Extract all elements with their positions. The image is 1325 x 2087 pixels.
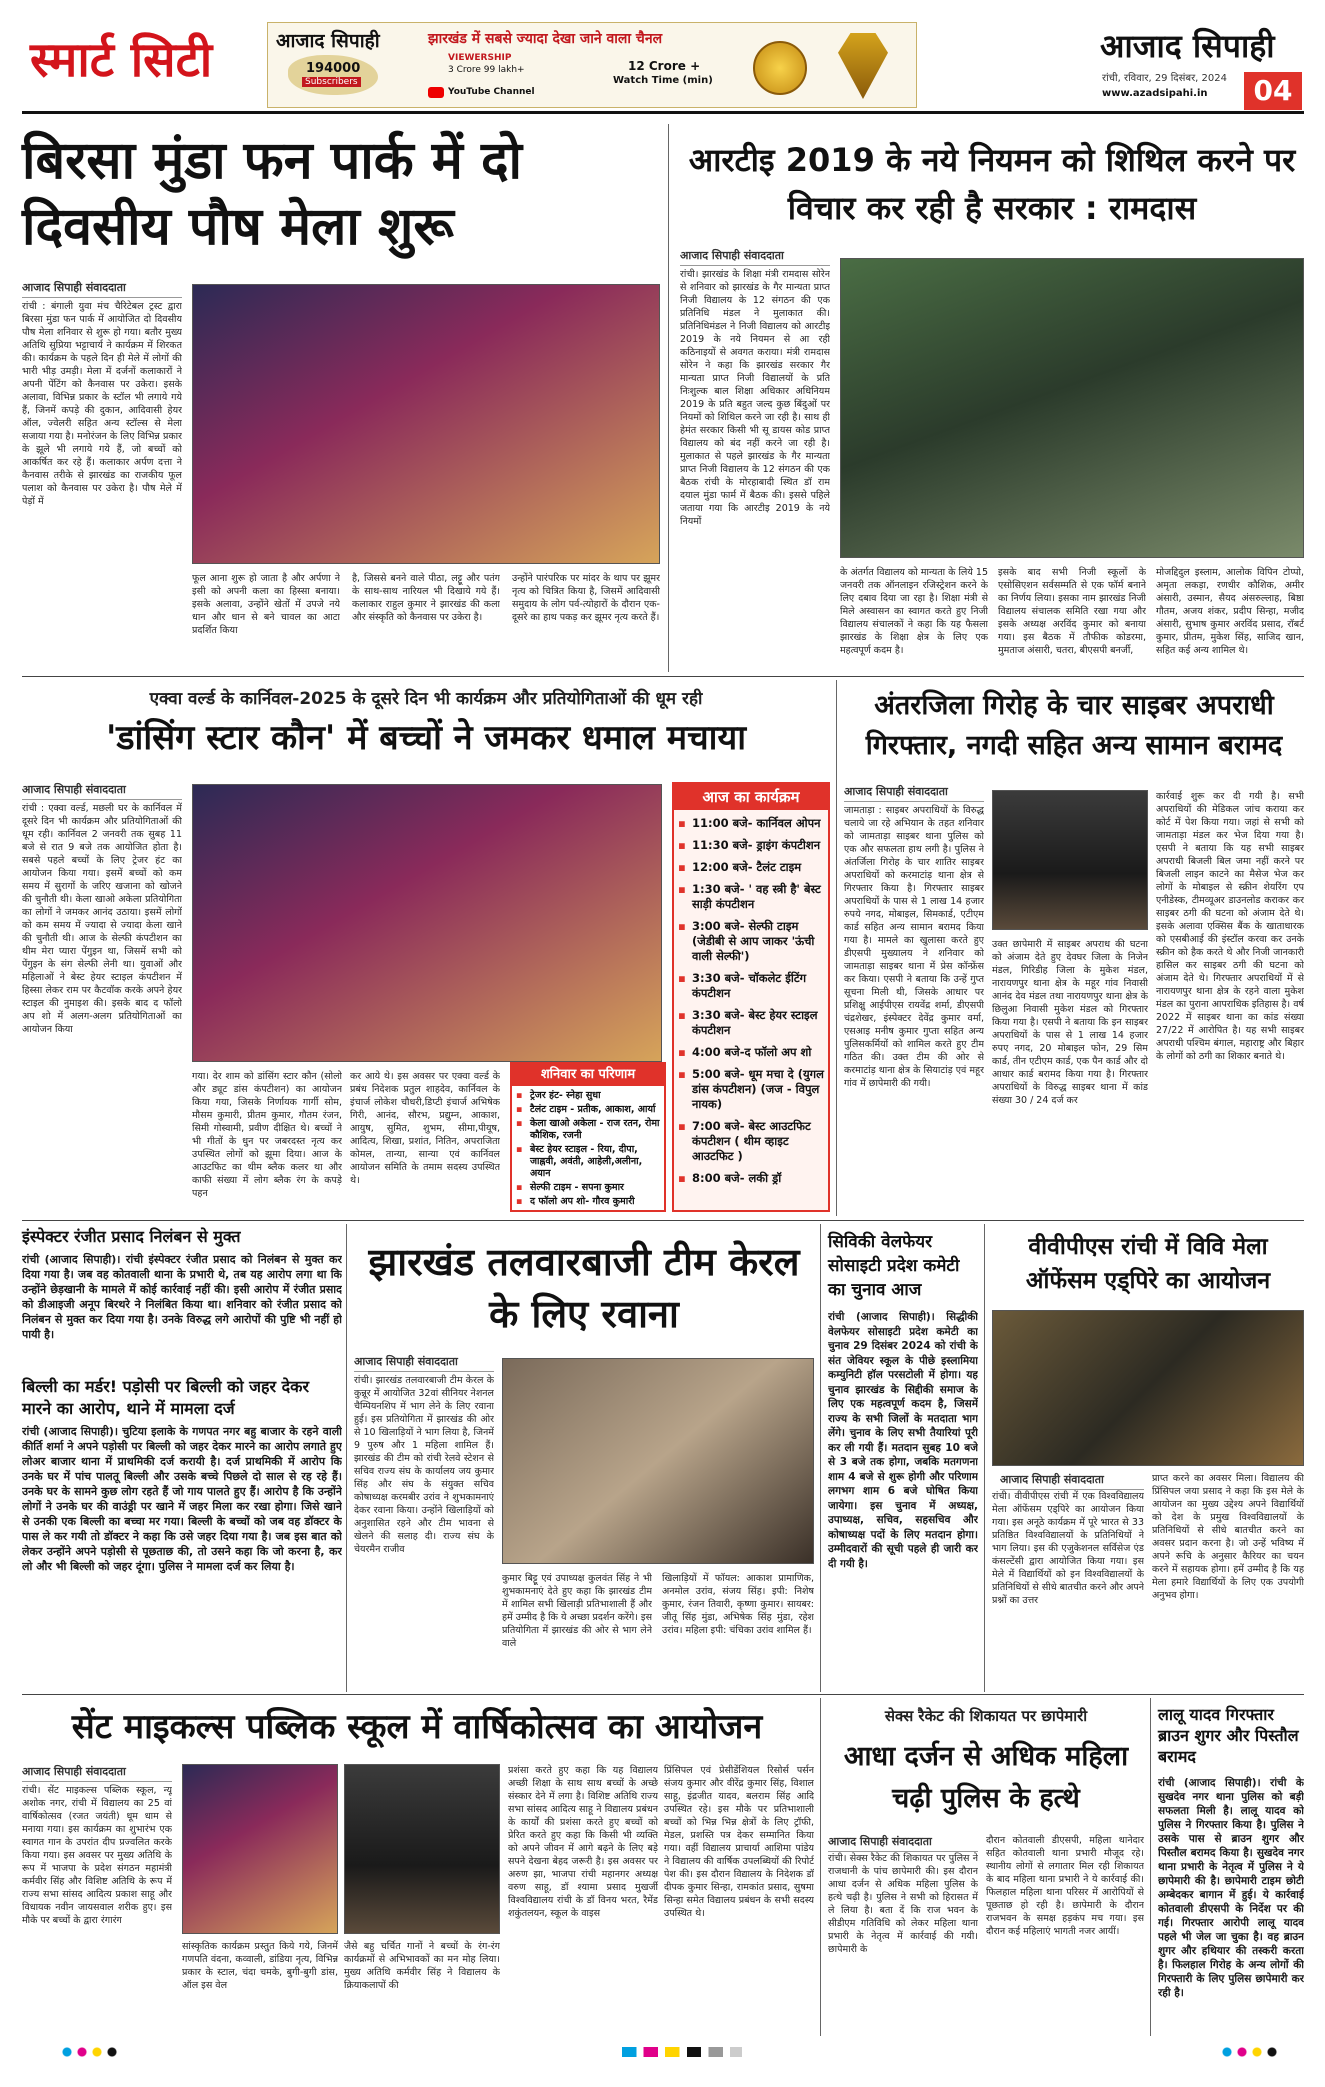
a10-photo-stage-left [182, 1764, 338, 1934]
a4-body-c1: उक्त छापेमारी में साइबर अपराध की घटना को अंजाम देते हुए देवघर जिला के निजेन मंडल, गिरिडीह जिला के मुकेश मंडल, नारायणपुर थाना क्षेत्र के महूर गांव निवासी आनंद देव मंडल तथा नारायणपुर थाना क्षेत्र के छिलुआ निवासी मुकेश मंडल को गिरफ्तार किया गया है। एसपी ने बताया कि इन साइबर अपराधियों के पास से 1 लाख 14 हजार रुपए नगद, 20 मोबाइल फोन, 29 सिम कार्ड, तीन एटीएम कार्ड, एक पैन कार्ड और दो आधार कार्ड बरामद किया गया है। गिरफ्तार अपराधियों के विरुद्ध साइबर थाना में कांड संख्या 30 / 24 दर्ज कर [992, 939, 1148, 1106]
rule-col-split-7 [1150, 1698, 1151, 2036]
a2-body-c3: मोजद्दिदुल इस्लाम, आलोक विपिन टोप्पो, अमृता लकड़ा, रणधीर कौशिक, अमीर अंसारी, उस्मान, सैयद अंसरुल्लाह, बिष्ठा गौतम, अजय शंकर, प्रदीप सिन्हा, मजीद अंसारी, सुभाष कुमार अरविंद प्रसाद, रॉबर्ट कुमार, प्रीतम, मुकेश सिंह, साजिद खान, सहित कई अन्य शामिल थे। [1156, 567, 1304, 656]
results-list [512, 1090, 664, 1210]
ad-watch-value: 12 Crore + [628, 59, 701, 73]
a2-headline: आरटीइ 2019 के नये नियमन को शिथिल करने पर विचार कर रही है सरकार : रामदास [688, 141, 1296, 227]
a4-body-left: जामताड़ा : साइबर अपराधियों के विरुद्ध चलाये जा रहे अभियान के तहत शनिवार को जामताड़ा साइबर थाना पुलिस को एक और सफलता हाथ लगी है। पुलिस ने अंतर्जिला गिरोह के चार शातिर साइबर अपराधियों को करमाटांड़ थाना क्षेत्र से गिरफ्तार किया है। गिरफ्तार साइबर अपराधियों के पास से 1 लाख 14 हजार रुपये नगद, मोबाइल, सिमकार्ड, एटीएम कार्ड सहित अन्य सामान बरामद किया गया है। मामले का खुलासा करते हुए डीएसपी मुख्यालय ने शनिवार को जामताड़ा साइबर थाना में प्रेस कॉन्फ्रेंस कर किया। एसपी ने बताया कि उन्हें गुप्त सूचना मिली थी, जिसके आधार पर प्रशिक्षु आईपीएस रायवेंद्र शर्मा, डीएसपी चंद्रशेखर, इंस्पेक्टर देवेंद्र कुमार वर्मा, एसआइ मनीष कुमार गुप्ता सहित अन्य पुलिसकर्मियों को शामिल करते हुए टीम गठित की। उक्त टीम की ओर से करमाटांड़ थाना क्षेत्र के सियाटांड़ एवं महूर गांव में छापेमारी की गयी। [844, 805, 984, 1089]
a1-headline: बिरसा मुंडा फन पार्क में दो दिवसीय पौष मेला शुरू [22, 131, 523, 257]
a5-headline: इंस्पेक्टर रंजीत प्रसाद निलंबन से मुक्त [22, 1227, 241, 1246]
ad-subscribers-label: Subscribers [302, 77, 361, 87]
ad-watch-label: Watch Time (min) [613, 75, 713, 86]
result-item: ▪ द फॉलो अप शो- गौरव कुमारी [512, 1196, 664, 1208]
a11-byline: आजाद सिपाही संवाददाता [828, 1834, 978, 1852]
result-item: ▪ टैलंट टाइम - प्रतीक, आकाश, आर्या [512, 1104, 664, 1116]
footer-color-bar [22, 2044, 1304, 2060]
a3-byline: आजाद सिपाही संवाददाता [22, 782, 182, 800]
a4-byline: आजाद सिपाही संवाददाता [844, 784, 984, 802]
a7-headline: झारखंड तलवारबाजी टीम केरल के लिए रवाना [368, 1240, 800, 1336]
rule-col-split-3 [346, 1224, 347, 1692]
a3-body-c1: गया। देर शाम को डांसिंग स्टार कौन (सोलो और ड्यूट डांस कंपटीशन) का आयोजन किया गया, जिसके निर्णायक गार्गी सोम, मौसम कुमारी, प्रीतम कुमार, गौतम रंजन, सिमी गोस्वामी, प्रवीण दीक्षित थे। बच्चों ने भी गीतों के धुन पर जबरदस्त नृत्य कर उपस्थित लोगों को झूमा दिया। आज के आउटफिट का थीम ब्लैक कलर था और काफी संख्या में लोग ब्लैक रंग के कपड़े पहन [192, 1071, 342, 1199]
a9-body-c1: प्राप्त करने का अवसर मिला। विद्यालय की प्रिंसिपल जया प्रसाद ने कहा कि इस मेले के आयोजन का मुख्य उद्देश्य अपने विद्यार्थियों को देश के प्रमुख विश्वविद्यालयों के प्रतिनिधियों से सीधे बातचीत करने का अवसर प्रदान करना है। जो उन्हें भविष्य में अपने रूचि के अनुसार कैरियर का चयन करने में सहायक होगा। हमें उम्मीद है कि यह मेला हमारे विद्यार्थियों के लिए एक उपयोगी अनुभव होगा। [1152, 1473, 1304, 1601]
a9-body-left: रांची। वीवीपीएस रांची में एक विश्वविद्यालय मेला ऑफेंसम एड्पिरे का आयोजन किया गया। इस अनूठे कार्यक्रम में पूरे भारत से 33 प्रतिष्ठित विश्वविद्यालयों के प्रतिनिधियों ने भाग लिया। इस की एजुकेशनल सर्विसेज एंड कंसल्टेंसी द्वारा आयोजित किया गया। इस मेले में विद्यार्थियों को इन विश्वविद्यालयों के प्रतिनिधियों से सीधे बातचीत करने और अपने प्रश्नों का उत्तर [992, 1491, 1144, 1606]
schedule-item: ▪ 11:30 बजे- ड्राइंग कंपटीशन [674, 838, 828, 853]
a6-headline: बिल्ली का मर्डर! पड़ोसी पर बिल्ली को जहर देकर मारने का आरोप, थाने में मामला दर्ज [22, 1377, 309, 1418]
result-item: ▪ ट्रेजर हंट- स्नेहा सुधा [512, 1090, 664, 1102]
a2-photo-meeting [840, 258, 1304, 558]
rule-col-split-6 [820, 1698, 821, 2036]
a9-photo-university-fair [992, 1310, 1304, 1466]
a7-body-c1: कुमार बिट्टू एवं उपाध्यक्ष कुलवंत सिंह ने भी शुभकामनाएं देते हुए कहा कि झारखंड टीम में शामिल सभी खिलाड़ी प्रतिभाशाली हैं और हमें उम्मीद है कि ये अच्छा प्रदर्शन करेंगे। इस प्रतियोगिता में झारखंड की ओर से भाग लेने वाले [502, 1573, 652, 1649]
a2-body-left: रांची। झारखंड के शिक्षा मंत्री रामदास सोरेन से शनिवार को झारखंड के गैर मान्यता प्राप्त निजी विद्यालय के 12 संगठन की एक प्रतिनिधि मंडल ने मुलाकात की। प्रतिनिधिमंडल ने निजी विद्यालय को आरटीइ 2019 के नये नियमन से आ रही कठिनाइयों से अवगत कराया। मंत्री रामदास सोरेन ने कहा कि झारखंड सरकार गैर मान्यता प्राप्त निजी विद्यालयों के प्रति निःशुल्क बाल शिक्षा अधिकार अधिनियम 2019 के प्रति बहुत जल्द कुछ बिंदुओं पर नियमों को शिथिल करने जा रही है। साथ ही हेमंत सरकार किसी भी सू डायस कोड प्राप्त विद्यालय को बंद नहीं करने जा रही है। मुलाकात से पहले झारखंड के गैर मान्यता प्राप्त निजी विद्यालय के 12 संगठन की एक बैठक रांची के मोरहाबादी स्थित डॉ राम दयाल मुंडा फार्म में बैठक की। इससे पहिले जताया गया कि आरटीइ 2019 के नये नियमों [680, 269, 830, 527]
rule-col-split-2 [836, 680, 837, 1216]
rule-row-1 [22, 676, 1304, 677]
registration-dots-right [1222, 2047, 1292, 2057]
schedule-item: ▪ 3:30 बजे- चॉकलेट ईटिंग कंपटीशन [674, 971, 828, 1001]
today-schedule-box [672, 782, 830, 1212]
a2-body-c2: इसके बाद सभी निजी स्कूलों के एसोसिएशन सर्वसम्मति से एक फॉर्म बनाने का निर्णय लिया। इसका नाम झारखंड निजी विद्यालय संचालक समिति रखा गया और इसके अध्यक्ष अरविंद कुमार को बनाया गया। इस बैठक में तौफीक कोडरमा, मुमताज अंसारी, चतरा, बीएसपी बनर्जी, [998, 567, 1146, 656]
a11-body-left: रांची। सेक्स रैकेट की शिकायत पर पुलिस ने राजधानी के पांच छापेमारी की। इस दौरान आधा दर्जन से अधिक महिला पुलिस के हत्थे चढ़ी है। पुलिस ने सभी को हिरासत में ले लिया है। बता दें कि राज भवन के सीडीएम गतिविधि को लेकर महिला थाना प्रभारी के नेतृत्व में कार्रवाई की गयी। छापेमारी के [828, 1853, 978, 1955]
a10-body-left: रांची। सेंट माइकल्स पब्लिक स्कूल, न्यू अशोक नगर, रांची में विद्यालय का 25 वां वार्षिकोत्सव (रजत जयंती) धूम धाम से मनाया गया। इस कार्यक्रम का शुभारंभ एक स्वागत गान के उपरांत दीप प्रज्वलित करके किया गया। इस अवसर पर मुख्य अतिथि के रूप में भाजपा के प्रदेश संगठन महामंत्री कर्मवीर सिंह और विशिष्ट अतिथि के रूप में राज्य सभा सांसद आदित्य प्रकाश साहू और विधायक नवीन जायसवाल शरीक हुए। इस मौके पर बच्चों के द्वारा रंगारंग [22, 1785, 172, 1926]
ad-viewership-label: VIEWERSHIP [448, 53, 512, 63]
ad-subscribers: 194000 [306, 61, 361, 76]
a1-photo-fair-stage [192, 284, 660, 564]
results-title: शनिवार का परिणाम [512, 1064, 664, 1086]
a1-body-c1: फूल आना शुरू हो जाता है और अर्पणा ने इसी को अपनी कला का हिस्सा बनाया। इसके अलावा, उन्होंने खेतों में उपजे नये धान और धान से बने चावल का आटा प्रदर्शित किया [192, 573, 340, 636]
section-title: स्मार्ट सिटी [30, 32, 213, 88]
result-item: ▪ केला खाओ अकेला - राज रतन, रोमा कौशिक, रजनी [512, 1118, 664, 1142]
rule-row-3 [22, 1694, 1304, 1695]
schedule-item: ▪ 8:00 बजे- लकी ड्रॉ [674, 1171, 828, 1186]
rule-col-split-4 [820, 1224, 821, 1692]
schedule-item: ▪ 3:30 बजे- बेस्ट हेयर स्टाइल कंपटीशन [674, 1008, 828, 1038]
schedule-item: ▪ 5:00 बजे- धूम मचा दे (युगल डांस कंपटीशन) (जज - विपुल नायक) [674, 1067, 828, 1112]
a4-body-c2: कार्रवाई शुरू कर दी गयी है। सभी अपराधियों की मेडिकल जांच कराया कर कोर्ट में पेश किया गया। जहां से सभी को जामताड़ा मंडल कर भेज दिया गया है। एसपी ने बताया कि यह सभी साइबर अपराधी बिजली बिल जमा नहीं करने पर बिजली लाइन काटने का मैसेज भेज कर लोगों के मोबाइल से स्क्रीन शेयरिंग एप एनीडेस्क, टीमव्यूअर डाउनलोड कराकर कर साइबर ठगी की घटना को अंजाम देते थे। इसके अलावा एक्सिस बैंक के खाताधारक को एसबीआई की इंस्टॉल करवा कर उनके स्क्रीन को हैक करते थे और निजी जानकारी हासिल कर साइबर ठगी की घटना को अंजाम देते थे। गिरफ्तार अपराधियों में से नारायणपुर थाना क्षेत्र के रहने वाला मुकेश मंडल का पुराना आपराधिक इतिहास है। वर्ष 2022 में साइबर थाना का कांड संख्या 27/22 में आरोपित है। यह सभी साइबर अपराधी पश्चिम बंगाल, महाराष्ट्र और बिहार के लोगों को ठगी का शिकार बनाते थे। [1156, 791, 1304, 1062]
a2-byline: आजाद सिपाही संवाददाता [680, 248, 830, 266]
a10-body-c1: सांस्कृतिक कार्यक्रम प्रस्तुत किये गये, जिनमें गणपति वंदना, कव्वाली, डांडिया नृत्य, विभिन्न प्रकार के स्टाल, चंदा चमके, बुगी-बुगी डांस, ऑल इस वेल [182, 1941, 338, 1991]
a10-body-c2: जैसे बहु चर्चित गानों ने बच्चों के रंग-रंग कार्यक्रमों से अभिभावकों का मन मोह लिया। मुख्य अतिथि कर्मवीर सिंह ने विद्यालय के क्रियाकलापों की [344, 1941, 500, 1991]
a1-body-left: रांची : बंगाली युवा मंच चैरिटेबल ट्रस्ट द्वारा बिरसा मुंडा फन पार्क में आयोजित दो दिवसीय पौष मेला शनिवार से शुरू हो गया। बतौर मुख्य अतिथि सुप्रिया भट्टाचार्य ने कार्यक्रम में शिरकत की। कार्यक्रम के पहले दिन ही मेले में लोगों की भारी भीड़ उमड़ी। मेला में दर्जनों कलाकारों ने अपनी पेंटिंग को कैनवास पर उकेरा। इसके अलावा, विभिन्न प्रकार के स्टॉल भी लगाये गये हैं, जिनमें कपड़े की दुकान, आदिवासी हेयर ऑल, ज्वेलरी सहित अन्य स्टॉल्स से मेला सजाया गया है। मनोरंजन के लिए विभिन्न प्रकार के झूले भी लगाये गये हैं, जो बच्चों को आकर्षित कर रहे हैं। कलाकार अर्पण दत्ता ने कैनवास तरीके से झारखंड का राजकीय फूल पलाश को कैनवास पर उकेरा है। पौष मेले में पेड़ों में [22, 301, 182, 507]
a2-body-c1: के अंतर्गत विद्यालय को मान्यता के लिये 15 जनवरी तक ऑनलाइन रजिस्ट्रेशन करने के लिए दबाव दिया जा रहा है। शिक्षा मंत्री से मिले अस्वासन का स्वागत करते हुए निजी विद्यालय संचालकों ने कहा कि यह फैसला झारखंड के शिक्षा क्षेत्र के लिए एक महत्वपूर्ण कदम है। [840, 567, 988, 656]
rule-row-2 [22, 1220, 1304, 1221]
a10-body-c4: प्रिंसिपल एवं प्रेसीडेंशियल रिसोर्स पर्सन संजय कुमार और वीरेंद्र कुमार सिंह, विशाल साहू, इंद्रजीत यादव, बलराम सिंह आदि उपस्थित रहे। इस मौके पर प्रतिभाशाली बच्चों को भिन्न भिन्न क्षेत्रों के लिए ट्रॉफी, मेडल, प्रशस्ति पत्र देकर सम्मानित किया गया। वहीं विद्यालय प्राचार्या आशिमा पांडेय ने विद्यालय की वार्षिक उपलब्धियों की रिपोर्ट पेश की। इस दौरान विद्यालय के निदेशक डॉ दीपक कुमार सिन्हा, रामकांत प्रसाद, सुषमा सिन्हा समेत विद्यालय प्रबंधन के सभी सदस्य उपस्थित थे। [664, 1765, 814, 1919]
youtube-icon [428, 87, 444, 98]
a10-photo-guests [344, 1764, 500, 1934]
ad-tagline: झारखंड में सबसे ज्यादा देखा जाने वाला चैनल [428, 31, 663, 47]
a9-headline: वीवीपीएस रांची में विवि मेला ऑफेंसम एड्पिरे का आयोजन [1025, 1234, 1271, 1294]
page-number: 04 [1244, 72, 1302, 110]
a11-kicker: सेक्स रैकेट की शिकायत पर छापेमारी [884, 1707, 1088, 1725]
a7-byline: आजाद सिपाही संवाददाता [354, 1354, 494, 1372]
masthead [22, 14, 1304, 114]
a7-body-c2: खिलाड़ियों में फॉयल: आकाश प्रामाणिक, अनमोल उरांव, संजय सिंह। इपी: निशेष कुमार, रंजन तिवारी, कृष्णा कुमार। सायबर: जीतू सिंह मुंडा, अभिषेक सिंह मुंडा, रहेश उरांव। महिला इपी: चंचिका उरांव शामिल हैं। [662, 1573, 814, 1636]
a4-headline: अंतरजिला गिरोह के चार साइबर अपराधी गिरफ्तार, नगदी सहित अन्य सामान बरामद [865, 690, 1283, 761]
schedule-item: ▪ 1:30 बजे- ' वह स्त्री है' बेस्ट साड़ी कंपटीशन [674, 882, 828, 912]
a6-body: रांची (आजाद सिपाही)। चुटिया इलाके के गणपत नगर बहु बाजार के रहने वाली कीर्ति शर्मा ने अपने पड़ोसी पर बिल्ली को जहर देकर मारने का आरोप लगाते हुए लोअर बाजार थाना में प्राथमिकी दर्ज करायी है। दर्ज प्राथमिकी में आरोप कि उनके घर में पांच पालतू बिल्ली और उसके बच्चे पिछले दो साल से रह रहे हैं। उनके घर के सामने कुछ लोग रहते हैं जो गाय पालते हुए हैं। आरोप है कि उन्होंने लोगों ने उनके घर की वाउंड्री पर खाने में जहर मिला कर रखा होगा। जिसे खाने से उनकी एक बिल्ली का बच्चा मर गया। बिल्ली के बच्चों को जब वह डॉक्टर के पास ले कर गयी तो डॉक्टर ने कहा कि उसे जहर दिया गया है। जब इस बात को लेकर उन्होंने अपने पड़ोसी से पूछताछ की, तो उसने कहा कि जो करना है, कर लो और भी बिल्ली को जहर दूंगा। पुलिस ने मामला दर्ज कर लिया है। [22, 1425, 342, 1573]
schedule-item: ▪ 11:00 बजे- कार्निवल ओपन [674, 816, 828, 831]
a3-kicker: एक्वा वर्ल्ड के कार्निवल-2025 के दूसरे दिन भी कार्यक्रम और प्रतियोगिताओं की धूम रही [149, 689, 703, 709]
rule-col-split-1 [668, 124, 669, 672]
result-item: ▪ बेस्ट हेयर स्टाइल - रिया, दीपा, जाह्नवी, अवंती, आहेली,अलीना, अयान [512, 1144, 664, 1180]
a5-body: रांची (आजाद सिपाही)। रांची इंस्पेक्टर रंजीत प्रसाद को निलंबन से मुक्त कर दिया गया है। जब वह कोतवाली थाना के प्रभारी थे, तब यह आरोप लगा था कि उन्होंने छेड़खानी के मामले में कोई कार्रवाई नहीं की। इसी आरोप में रंजीत प्रसाद को डीआइजी अनूप बिरथरे ने निलंबित किया था। शनिवार को रंजीत प्रसाद को निलंबन से मुक्त कर दिया गया है। उनके विरुद्ध लगे आरोपों की पुष्टि भी नहीं हो पायी है। [22, 1253, 342, 1341]
a10-headline: सेंट माइकल्स पब्लिक स्कूल में वार्षिकोत्सव का आयोजन [71, 1707, 763, 1747]
a4-photo-arrested [992, 790, 1148, 930]
a1-body-c3: उन्होंने पारंपरिक पर मांदर के थाप पर झूमर नृत्य को चित्रित किया है, जिसमें आदिवासी समुदाय के लोग पर्व-त्योहारों के दौरान एक-दूसरे का हाथ पकड़ कर झूमर नृत्य करते हैं। [512, 573, 660, 623]
paper-name: आजाद सिपाही [1100, 27, 1275, 65]
ad-brand: आजाद सिपाही [276, 30, 380, 52]
schedule-item: ▪ 3:00 बजे- सेल्फी टाइम (जेडीबी से आप जाकर 'ऊंची वाली सेल्फी') [674, 919, 828, 964]
ad-viewership-value: 3 Crore 99 lakh+ [448, 65, 525, 75]
a1-byline: आजाद सिपाही संवाददाता [22, 280, 182, 298]
rule-col-split-5 [984, 1224, 985, 1692]
dateline: रांची, रविवार, 29 दिसंबर, 2024 [1102, 73, 1227, 84]
results-box [510, 1062, 666, 1212]
schedule-item: ▪ 12:00 बजे- टैलंट टाइम [674, 860, 828, 875]
ad-channel: YouTube Channel [448, 87, 535, 97]
schedule-item: ▪ 7:00 बजे- बेस्ट आउटफिट कंपटीशन ( थीम व्हाइट आउटफिट ) [674, 1119, 828, 1164]
a11-body-c1: दौरान कोतवाली डीएसपी, महिला थानेदार सहित कोतवाली थाना प्रभारी मौजूद रहे। स्थानीय लोगों से लगातार मिल रही शिकायत के बाद महिला थाना प्रभारी ने ये कार्रवाई की। फिलहाल महिला थाना परिसर में आरोपियों से पूछताछ हो रही है। छापेमारी के दौरान राजभवन के समक्ष हड़कंप मच गया। इस दौरान कई महिलाएं भागती नजर आयीं। [986, 1835, 1144, 1937]
a8-body: रांची (आजाद सिपाही)। सिद्धीकी वेलफेयर सोसाइटी प्रदेश कमेटी का चुनाव 29 दिसंबर 2024 को रांची के संत जेवियर स्कूल के पीछे इस्लामिया कम्युनिटी हॉल परसटोली में होगा। यह चुनाव झारखंड के सिद्दीकी समाज के लिए एक महत्वपूर्ण कदम है, जिसमें राज्य के सभी जिलों के मतदाता भाग लेंगे। चुनाव के लिए सभी तैयारियां पूरी कर ली गयी हैं। मतदान सुबह 10 बजे से 3 बजे तक होगा, जबकि मतगणना शाम 4 बजे से शुरू होगी और परिणाम लगभग शाम 6 बजे घोषित किया जायेगा। इस चुनाव में अध्यक्ष, उपाध्यक्ष, सचिव, सहसचिव और कोषाध्यक्ष पदों के लिए मतदान होगा। उम्मीदवारों की सूची पहले ही जारी कर दी गयी है। [828, 1311, 978, 1570]
a9-byline: आजाद सिपाही संवाददाता [1000, 1472, 1144, 1490]
a7-photo-team [502, 1358, 814, 1564]
today-schedule-title: आज का कार्यक्रम [674, 784, 828, 810]
a12-body: रांची (आजाद सिपाही)। रांची के सुखदेव नगर थाना पुलिस को बड़ी सफलता मिली है। लालू यादव को पुलिस ने गिरफ्तार किया है। पुलिस ने उसके पास से ब्राउन शुगर और पिस्तौल बरामद किया है। सुखदेव नगर थाना प्रभारी के नेतृत्व में पुलिस ने ये छापेमारी की है। छापेमारी टाइम छोटी अम्बेदकर बागान में हुई। ये कार्रवाई कोतवाली डीएसपी के निर्देश पर की गई। गिरफ्तार आरोपी लालू यादव पहले भी जेल जा चुका है। वह ब्राउन शुगर और हथियार की तस्करी करता है। फिलहाल गिरोह के अन्य लोगों की गिरफ्तारी के लिए पुलिस छापेमारी कर रही है। [1158, 1777, 1304, 1999]
jharkhand-map-shape [288, 55, 378, 95]
a10-body-c3: प्रशंसा करते हुए कहा कि यह विद्यालय अच्छी शिक्षा के साथ साथ बच्चों के अच्छे संस्कार देने में लगा है। विशिष्ट अतिथि राज्य सभा सांसद आदित्य साहू ने विद्यालय प्रबंधन के कार्यों की प्रशंसा करते हुए बच्चों को प्रेरित करते हुए कहा कि किसी भी व्यक्ति को अपने जीवन में आगे बढ़ने के लिए बड़े सपने देखना बेहद जरूरी है। इस अवसर पर अरुण झा, भाजपा रांची महानगर अध्यक्ष वरुण साहू, डॉ श्यामा प्रसाद मुखर्जी विश्वविद्यालय रांची के डॉ विनय भरत, रैमेंड शकुंतलयन, स्कूल के वाइस [508, 1765, 658, 1919]
a11-headline: आधा दर्जन से अधिक महिला चढ़ी पुलिस के हत्थे [843, 1741, 1129, 1814]
result-item: ▪ सेल्फी टाइम - सपना कुमार [512, 1182, 664, 1194]
a10-byline: आजाद सिपाही संवाददाता [22, 1764, 172, 1782]
website: www.azadsipahi.in [1102, 88, 1208, 99]
registration-dots-left [62, 2047, 142, 2057]
a1-body-c2: है, जिससे बनने वाले पीठा, लट्टू और पतंग के साथ-साथ नारियल भी दिखाये गये हैं। कलाकार राहुल कुमार ने झारखंड की कला और संस्कृति को कैनवास पर उकेरा है। [352, 573, 500, 623]
pen-nib-icon [838, 33, 888, 99]
a3-photo-children-group [192, 784, 662, 1062]
a3-body-c2: कर आये थे। इस अवसर पर एक्वा वर्ल्ड के प्रबंध निदेशक प्रतुल शाहदेव, कार्निवल के इंचार्ज लोकेश चौधरी,डिप्टी इंचार्ज अभिषेक गिरी, आनंद, सौरभ, प्रद्युम्न, आकाश, आयुष, सुमित, शुभम, सीमा,पीयूष, आदित्य, शिखा, प्रशांत, नितिन, अपराजिता कोमल, तान्या, सान्या एवं कार्निवल आयोजन समिति के तमाम सदस्य उपस्थित थे। [350, 1071, 500, 1186]
a7-body-left: रांची। झारखंड तलवारबाजी टीम केरल के कुन्नूर में आयोजित 32वां सीनियर नेशनल चैम्पियनशिप में भाग लेने के लिए रवाना हुई। इस प्रतियोगिता में झारखंड की ओर से 10 खिलाड़ियों ने भाग लिया है, जिनमें 9 पुरुष और 1 महिला शामिल हैं। झारखंड की टीम को रांची रेलवे स्टेशन से सचिव राज्य संघ के कार्यालय जय कुमार सिंह और संघ के संयुक्त सचिव कोषाध्यक्ष करमबीर उरांव ने शुभकामनाएं देकर रवाना किया। उन्होंने खिलाड़ियों को अनुशासित रहने और टीम भावना से खेलने की सलाह दी। राज्य संघ के चेयरमैन राजीव [354, 1375, 494, 1555]
schedule-item: ▪ 4:00 बजे-द फॉलो अप शो [674, 1045, 828, 1060]
channel-ad [267, 22, 917, 108]
a3-headline: 'डांसिंग स्टार कौन' में बच्चों ने जमकर धमाल मचाया [105, 718, 747, 758]
a3-body-left: रांची : एक्वा वर्ल्ड, मछली घर के कार्निवल में दूसरे दिन भी कार्यक्रम और प्रतियोगिताओं की धूम रही। कार्निवल 2 जनवरी तक सुबह 11 बजे से रात 9 बजे तक आयोजित होता है। सबसे पहले बच्चों के लिए ट्रेजर हंट का आयोजन किया गया। इसमें बच्चों को कम समय में सुरागों के जरिए खजाना को खोजने की चुनौती थी। केला खाओ अकेला प्रतियोगिता का लोगों ने जमकर आनंद उठाया। इसमें लोगों को कम समय में ज्यादा से ज्यादा केला खाने की चुनौती थी। आज के सेल्फी कंपटीशन का थीम मेरा प्यारा पेंगुइन था, जिसमें सभी को पेंगुइन के संग सेल्फी लेनी था। युवाओं और महिलाओं ने बेस्ट हेयर स्टाइल कंपटीशन में हिस्सा लेकर राम पर कैटवॉक करके अपने हेयर स्टाइल की नुमाइश की। इसके बाद द फॉलो अप शो में अलग-अलग प्रतियोगिताओं का आयोजन किया [22, 803, 182, 1035]
a8-headline: सिविकी वेलफेयर सोसाइटी प्रदेश कमेटी का चुनाव आज [828, 1232, 960, 1300]
a12-headline: लालू यादव गिरफ्तार ब्राउन शुगर और पिस्तौल बरामद [1158, 1705, 1299, 1766]
anniversary-badge-icon [753, 41, 807, 95]
today-schedule-list [674, 816, 828, 1193]
registration-dots-center [622, 2047, 742, 2057]
